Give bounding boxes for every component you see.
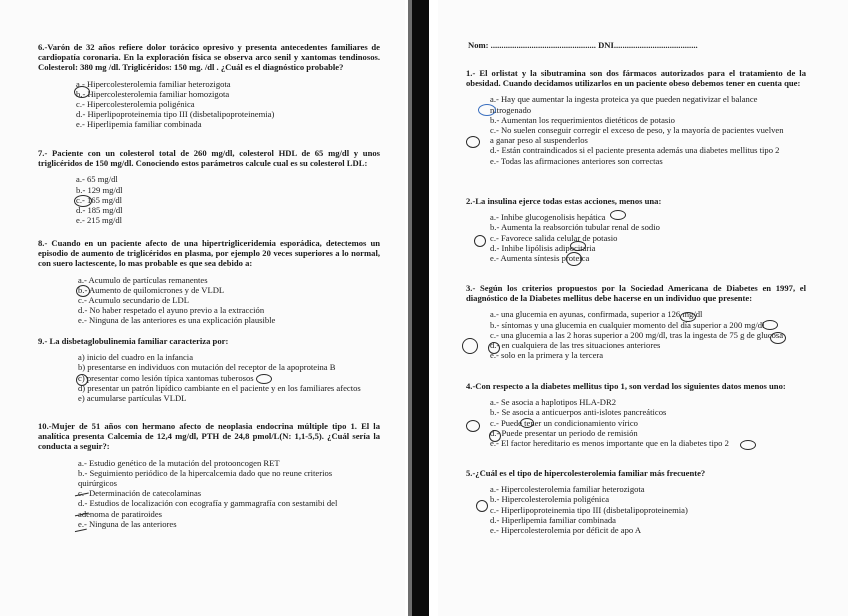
margin-mark-q3 — [462, 338, 478, 354]
q2-option-c[interactable]: c.- Favorece salida celular de potasio — [490, 232, 618, 243]
q4-option-a[interactable]: a.- Se asocia a haplotipos HLA-DR2 — [490, 397, 617, 408]
answer-circle-q1 — [478, 104, 496, 116]
check-mark-q2-a — [610, 210, 626, 220]
check-mark-q9 — [256, 374, 272, 384]
q3-option-a[interactable]: a.- una glucemia en ayunas, confirmada, superior a 126 mg/dl — [490, 309, 703, 320]
q5-option-b[interactable]: b.- Hipercolesterolemia poligénica — [490, 494, 610, 505]
q3-option-b[interactable]: b.- síntomas y una glucemia en cualquier momento del día superior a 200 mg/dl — [490, 319, 765, 330]
check-mark-q4-e — [740, 440, 756, 450]
question-2 — [466, 196, 806, 263]
q10-option-d[interactable]: d.- Estudios de localización con ecografía y gammagrafía con sestamibi del adenoma de paratiroides — [78, 498, 338, 519]
answer-circle-q4 — [489, 430, 501, 442]
answer-scribble-q10-e — [73, 521, 87, 532]
question-9-stem: 9.- La disbetaglobulinemia familiar caracteriza por: — [38, 336, 229, 346]
question-6 — [38, 42, 380, 130]
q7-option-b[interactable]: b.- 129 mg/dl — [76, 184, 123, 195]
check-mark-q2-d — [570, 241, 586, 251]
margin-mark-q4 — [466, 420, 480, 432]
q6-option-e[interactable]: e.- Hiperlipemia familiar combinada — [76, 119, 202, 130]
q4-option-d[interactable]: d.- Puede presentar un periodo de remisión — [490, 427, 638, 438]
q10-option-a[interactable]: a.- Estudio genético de la mutación del protooncogen RET — [78, 457, 280, 468]
check-mark-q3-a — [680, 312, 696, 322]
check-mark-q2-e — [566, 252, 582, 266]
margin-mark-q2 — [474, 235, 486, 247]
q9-option-a[interactable]: a) inicio del cuadro en la infancia — [78, 352, 194, 363]
question-5-stem: 5.-¿Cuál es el tipo de hipercolesterolemia familiar más frecuente? — [466, 468, 706, 478]
q8-option-e[interactable]: e.- Ninguna de las anteriores es una explicación plausible — [78, 315, 276, 326]
answer-circle-q5 — [476, 500, 488, 512]
q7-option-d[interactable]: d.- 185 mg/dl — [76, 205, 123, 216]
q8-option-c[interactable]: c.- Acumulo secundario de LDL — [78, 295, 189, 306]
q9-option-c[interactable]: c) presentar como lesión típica xantomas tuberosos — [78, 372, 254, 383]
q2-option-e[interactable]: e.- Aumenta síntesis proteica — [490, 253, 590, 264]
q6-option-b[interactable]: b.- Hipercolesterolemia familiar homozigota — [76, 88, 230, 99]
question-1 — [466, 68, 806, 166]
q7-option-e[interactable]: e.- 215 mg/dl — [76, 215, 123, 226]
q7-option-a[interactable]: a.- 65 mg/dl — [76, 174, 118, 185]
q10-option-c[interactable]: c.- Determinación de catecolaminas — [78, 488, 202, 499]
q10-option-b[interactable]: b.- Seguimiento periódico de la hipercalcemia dado que no reune criterios quirúrgicos — [78, 467, 333, 489]
q6-option-d[interactable]: d.- Hiperlipoproteinemia tipo III (disbetalipoproteinemia) — [76, 109, 275, 120]
q8-option-b[interactable]: b.- Aumento de quilomicrones y de VLDL — [78, 284, 225, 295]
question-6-stem: 6.-Varón de 32 años refiere dolor torácico opresivo y presenta antecedentes familiares de cardiopatía coronaria. En la exploración física se observa arco senil y xantomas tendinosos. Colesterol: 380 mg /dl. Triglicéridos: 150 mg. /dl . ¿Cuál es el diagnóstico probable? — [38, 42, 380, 73]
question-3 — [466, 283, 806, 360]
q10-option-e[interactable]: e.- Ninguna de las anteriores — [78, 518, 177, 529]
question-7 — [38, 148, 380, 225]
q4-option-e[interactable]: e.- El factor hereditario es menos importante que en la diabetes tipo 2 — [490, 438, 729, 449]
question-9 — [38, 336, 380, 403]
question-4-stem: 4.-Con respecto a la diabetes mellitus tipo 1, son verdad los siguientes datos menos uno: — [466, 381, 786, 391]
q9-option-d[interactable]: d) presentar un patrón lipídico cambiante en el paciente y en los familiares afectos — [78, 382, 361, 393]
q5-option-a[interactable]: a.- Hipercolesterolemia familiar heterozigota — [490, 484, 645, 495]
q1-option-b[interactable]: b.- Aumentan los requerimientos dietéticos de potasio — [490, 114, 675, 125]
book-spine — [412, 0, 429, 616]
q5-option-c[interactable]: c.- Hiperlipoproteinemia tipo III (disbetalipoproteinemia) — [490, 504, 688, 515]
question-10 — [38, 421, 380, 529]
q2-option-a[interactable]: a.- Inhibe glucogenolisis hepática — [490, 212, 606, 223]
question-3-stem: 3.- Según los criterios propuestos por la Sociedad Americana de Diabetes en 1997, el diagnóstico de la Diabetes mellitus debe hacerse en un individuo que presente: — [466, 283, 806, 304]
question-7-stem: 7.- Paciente con un colesterol total de 260 mg/dl, colesterol HDL de 65 mg/dl y unos triglicéridos de 150 mg/dl. Conociendo estos parámetros calcule cual es su colesterol LDL: — [38, 148, 380, 169]
question-8 — [38, 238, 380, 326]
check-mark-q4-c — [520, 418, 534, 428]
q3-option-e[interactable]: e.- solo en la primera y la tercera — [490, 350, 604, 361]
check-mark-q3-b — [762, 320, 778, 330]
q1-option-c[interactable]: c.- No suelen conseguir corregir el exceso de peso, y la mayoría de pacientes vuelven a ganar peso al suspenderlos — [490, 125, 784, 146]
q8-option-d[interactable]: d.- No haber respetado el ayuno previo a la extracción — [78, 305, 265, 316]
answer-circle-q3 — [488, 342, 500, 354]
question-10-stem: 10.-Mujer de 51 años con hermano afecto de neoplasia endocrina múltiple tipo 1. El la analítica presenta Calcemia de 12,4 mg/dl, PTH de 24,8 pmol/L(N: 1,1-5,5). ¿Cuál sería la conducta a seguir?: — [38, 421, 380, 452]
q4-option-c[interactable]: c.- Puede tener un condicionamiento vírico — [490, 417, 638, 428]
q2-option-b[interactable]: b.- Aumenta la reabsorción tubular renal de sodio — [490, 222, 660, 233]
answer-circle-q6 — [74, 86, 90, 98]
q1-option-a[interactable]: a.- Hay que aumentar la ingesta proteica ya que pueden negativizar el balance nitrogenado — [490, 94, 758, 115]
q3-option-c[interactable]: c.- una glucemia a las 2 horas superior a 200 mg/dl, tras la ingesta de 75 g de glucosa — [490, 329, 784, 340]
student-name-dni-line[interactable]: Nom: ................................................. DNI....................................... — [468, 40, 698, 50]
q3-option-d[interactable]: d.- en cualquiera de las tres situaciones anteriores — [490, 340, 661, 351]
q4-option-b[interactable]: b.- Se asocia a anticuerpos anti-islotes pancreáticos — [490, 407, 667, 418]
margin-mark-q1 — [466, 136, 480, 148]
q6-option-a[interactable]: a.- Hipercolesterolemia familiar heterozigota — [76, 78, 231, 89]
q1-option-d[interactable]: d.- Están contraindicados si el paciente presenta además una diabetes mellitus tipo 2 — [490, 145, 780, 156]
q5-option-d[interactable]: d.- Hiperlipemia familiar combinada — [490, 514, 616, 525]
q2-option-d[interactable]: d.- Inhibe lipólisis adipocitaria — [490, 242, 596, 253]
question-4 — [466, 381, 806, 448]
question-8-stem: 8.- Cuando en un paciente afecto de una hipertrigliceridemia esporádica, detectemos un episodio de aumento de triglicéridos en plasma, por ejemplo 20 veces superiores a lo normal, con suero lactescente, lo mas probable es que sea debido a: — [38, 238, 380, 269]
answer-circle-q9 — [76, 374, 88, 386]
q8-option-a[interactable]: a.- Acumulo de partículas remanentes — [78, 274, 208, 285]
q7-option-c[interactable]: c.- 165 mg/dl — [76, 194, 123, 205]
answer-circle-q7 — [74, 195, 92, 207]
question-1-stem: 1.- El orlistat y la sibutramina son dos fármacos autorizados para el tratamiento de la obesidad. Cuando decidamos utilizarlos en un paciente obeso debemos tener en cuenta que: — [466, 68, 806, 89]
q9-option-b[interactable]: b) presentarse en individuos con mutación del receptor de la apoproteina B — [78, 362, 336, 373]
q5-option-e[interactable]: e.- Hipercolesterolemia por déficit de apo A — [490, 525, 642, 536]
check-mark-q3-c — [770, 332, 786, 344]
question-2-stem: 2.-La insulina ejerce todas estas acciones, menos una: — [466, 196, 662, 206]
question-5 — [466, 468, 806, 535]
left-page — [0, 0, 405, 616]
q6-option-c[interactable]: c.- Hipercolesterolemia poligénica — [76, 99, 195, 110]
q1-option-e[interactable]: e.- Todas las afirmaciones anteriores son correctas — [490, 155, 663, 166]
q9-option-e[interactable]: e) acumularse partículas VLDL — [78, 393, 187, 404]
answer-circle-q8 — [76, 285, 90, 297]
